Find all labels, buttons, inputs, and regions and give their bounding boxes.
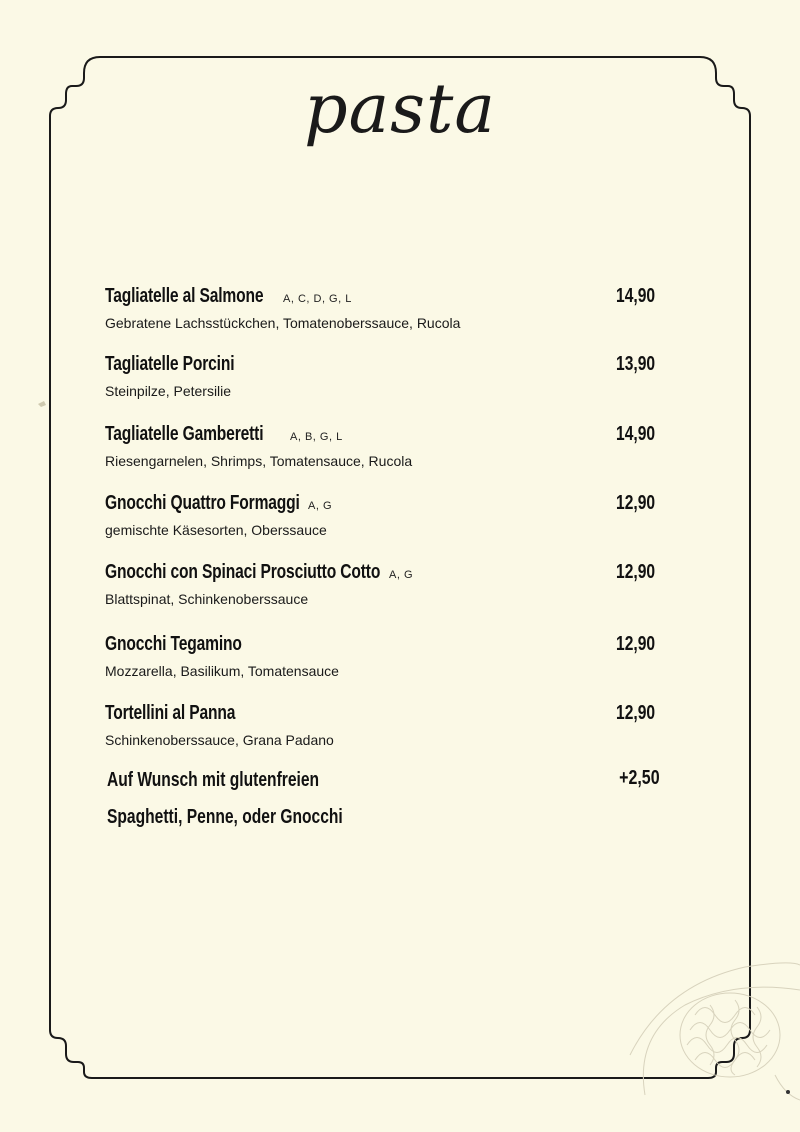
item-description: gemischte Käsesorten, Oberssauce — [105, 522, 327, 538]
menu-item — [105, 702, 665, 748]
item-description: Gebratene Lachsstückchen, Tomatenoberssauce, Rucola — [105, 315, 461, 331]
item-description: Mozzarella, Basilikum, Tomatensauce — [105, 663, 339, 679]
gluten-free-price: +2,50 — [619, 767, 660, 789]
pasta-illustration-icon — [625, 945, 800, 1105]
item-name: Gnocchi Tegamino — [105, 633, 242, 655]
item-price: 13,90 — [615, 353, 655, 375]
item-allergens: A, B, G, L — [290, 431, 343, 443]
item-allergens: A, G — [308, 500, 333, 512]
item-allergens: A, C, D, G, L — [283, 293, 352, 305]
item-price: 12,90 — [615, 702, 655, 724]
menu-item — [105, 633, 665, 679]
gluten-free-note-line2: Spaghetti, Penne, oder Gnocchi — [107, 806, 343, 828]
item-name: Tagliatelle Gamberetti — [105, 423, 264, 445]
item-name: Gnocchi Quattro Formaggi — [105, 492, 300, 514]
item-name: Tagliatelle Porcini — [105, 353, 235, 375]
menu-item — [105, 423, 665, 469]
item-name: Tagliatelle al Salmone — [105, 285, 264, 307]
item-description: Blattspinat, Schinkenoberssauce — [105, 591, 309, 607]
item-price: 12,90 — [615, 633, 655, 655]
menu-item — [105, 285, 665, 331]
item-price: 14,90 — [615, 285, 655, 307]
scan-dot — [786, 1090, 790, 1094]
item-description: Schinkenoberssauce, Grana Padano — [105, 732, 334, 748]
item-allergens: A, G — [389, 569, 414, 581]
item-price: 12,90 — [615, 561, 655, 583]
menu-title: pasta — [304, 70, 496, 149]
item-name: Tortellini al Panna — [105, 702, 236, 724]
gluten-free-note-line1: Auf Wunsch mit glutenfreien — [107, 769, 320, 791]
item-description: Riesengarnelen, Shrimps, Tomatensauce, Rucola — [105, 453, 413, 469]
item-price: 14,90 — [615, 423, 655, 445]
item-name: Gnocchi con Spinaci Prosciutto Cotto — [105, 561, 381, 583]
item-price: 12,90 — [615, 492, 655, 514]
menu-item — [105, 492, 665, 538]
menu-item — [105, 353, 665, 399]
menu-item — [105, 561, 665, 607]
item-description: Steinpilze, Petersilie — [105, 383, 232, 399]
